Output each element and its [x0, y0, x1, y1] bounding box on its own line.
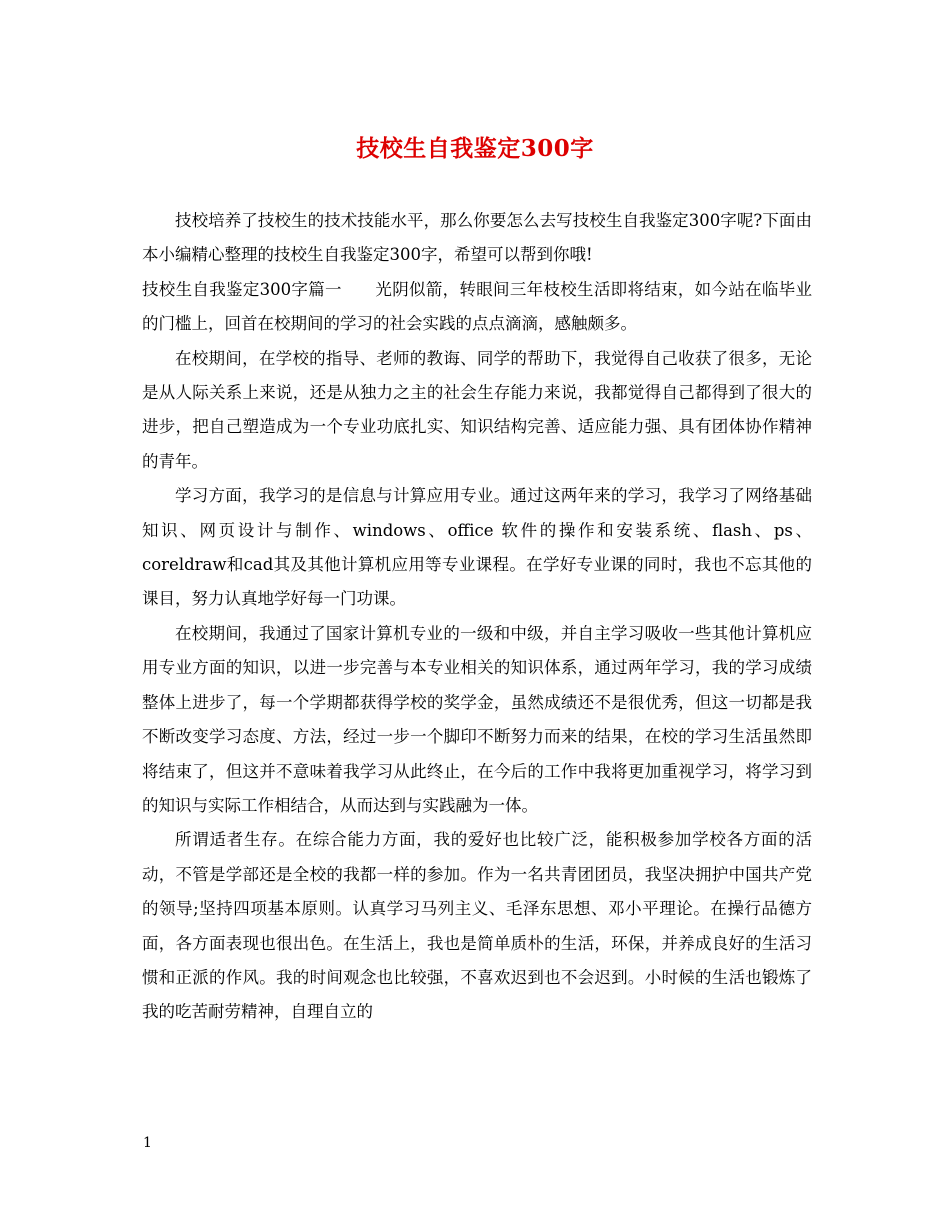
- paragraph-abilities: 所谓适者生存。在综合能力方面，我的爱好也比较广泛，能积极参加学校各方面的活动，不管是学部还是全校的我都一样的参加。作为一名共青团团员，我坚决拥护中国共产党的领导;坚持四项基本原则。认真学习马列主义、毛泽东思想、邓小平理论。在操行品德方面，各方面表现也很出色。在生活上，我也是简单质朴的生活，环保，并养成良好的生活习惯和正派的作风。我的时间观念也比较强，不喜欢迟到也不会迟到。小时候的生活也锻炼了我的吃苦耐劳精神，自理自立的: [142, 830, 812, 1022]
- page-number: 1: [143, 1135, 152, 1151]
- paragraph-growth: 在校期间，在学校的指导、老师的教诲、同学的帮助下，我觉得自己收获了很多，无论是从人际关系上来说，还是从独力之主的社会生存能力来说，我都觉得自己都得到了很大的进步，把自己塑造成为一个专业功底扎实、知识结构完善、适应能力强、具有团体协作精神的青年。: [142, 348, 812, 471]
- paragraph-intro: 技校培养了技校生的技术技能水平，那么你要怎么去写技校生自我鉴定300字呢?下面由本小编精心整理的技校生自我鉴定300字，希望可以帮到你哦!: [142, 211, 812, 265]
- paragraph-certificates: 在校期间，我通过了国家计算机专业的一级和中级，并自主学习吸收一些其他计算机应用专业方面的知识，以进一步完善与本专业相关的知识体系，通过两年学习，我的学习成绩整体上进步了，每一个学期都获得学校的奖学金，虽然成绩还不是很优秀，但这一切都是我不断改变学习态度、方法，经过一步一个脚印不断努力而来的结果，在校的学习生活虽然即将结束了，但这并不意味着我学习从此终止，在今后的工作中我将更加重视学习，将学习到的知识与实际工作相结合，从而达到与实践融为一体。: [142, 623, 812, 815]
- paragraph-section-one: 技校生自我鉴定300字篇一 光阴似箭，转眼间三年枝校生活即将结束，如今站在临毕业的门槛上，回首在校期间的学习的社会实践的点点滴滴，感触颇多。: [142, 279, 812, 334]
- document-body: [142, 204, 812, 1030]
- document-title: 技校生自我鉴定300字: [356, 135, 594, 162]
- paragraph-study: 学习方面，我学习的是信息与计算应用专业。通过这两年来的学习，我学习了网络基础知识、网页设计与制作、windows、office 软件的操作和安装系统、flash、ps、coreldraw和cad其及其他计算机应用等专业课程。在学好专业课的同时，我也不忘其他的课目，努力认真地学好每一门功课。: [142, 486, 812, 609]
